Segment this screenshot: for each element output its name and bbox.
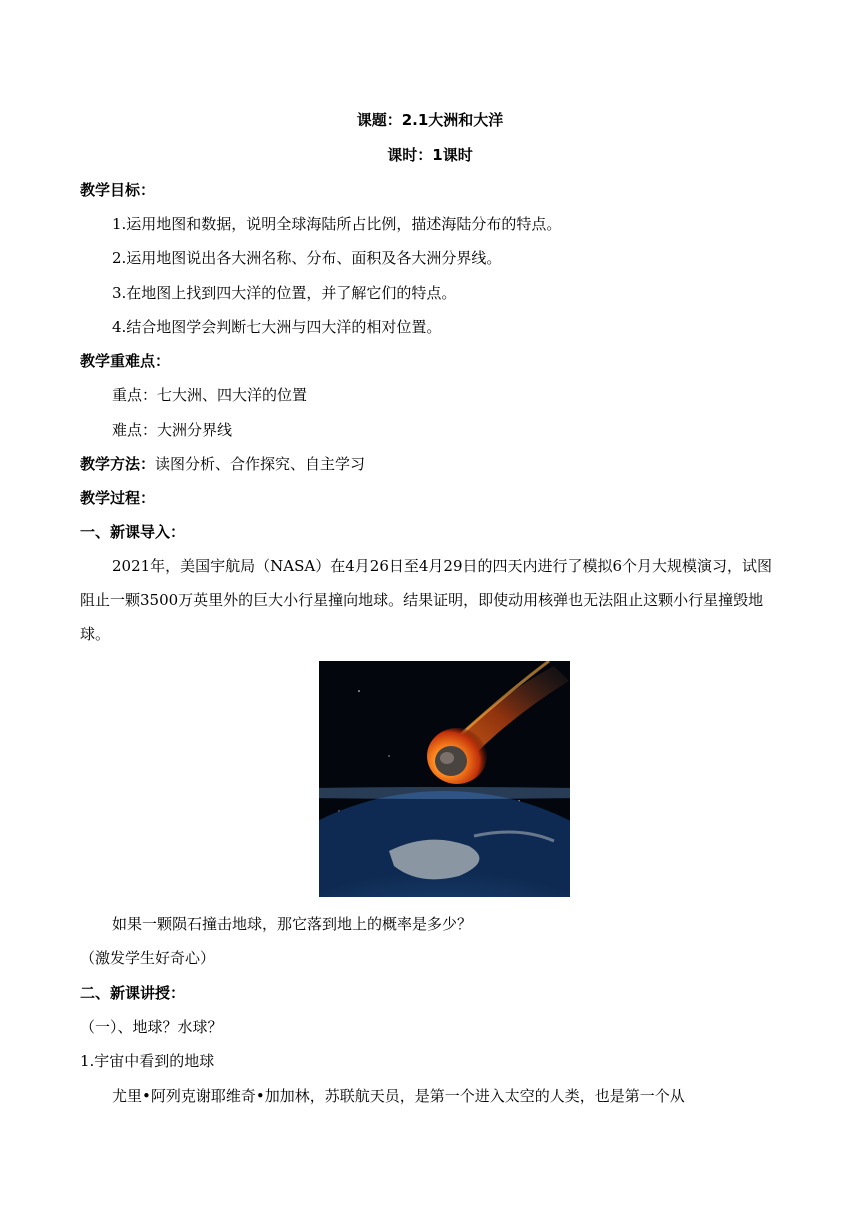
goal-item-1: 1.运用地图和数据，说明全球海陆所占比例，描述海陆分布的特点。 (112, 215, 562, 233)
goal-item-3: 3.在地图上找到四大洋的位置，并了解它们的特点。 (112, 284, 457, 302)
lesson-duration: 课时：1课时 (387, 146, 473, 164)
method-line (80, 454, 365, 474)
key-point-difficulty: 难点：大洲分界线 (112, 421, 233, 439)
goal-item-2: 2.运用地图说出各大洲名称、分布、面积及各大洲分界线。 (112, 249, 502, 267)
meteor-earth-illustration (319, 661, 570, 897)
lecture-paragraph: 尤里•阿列克谢耶维奇•加加林，苏联航天员，是第一个进入太空的人类，也是第一个从 (112, 1087, 685, 1105)
process-heading: 教学过程： (80, 489, 156, 507)
intro-heading: 一、新课导入： (80, 523, 186, 541)
intro-paragraph: 2021年，美国宇航局（NASA）在4月26日至4月29日的四天内进行了模拟6个月大规模演习，试图阻止一颗3500万英里外的巨大小行星撞向地球。结果证明，即使动用核弹也无法阻止这颗小行星撞毁地球。 (80, 557, 773, 643)
key-points-heading: 教学重难点： (80, 352, 171, 370)
intro-note: （激发学生好奇心） (80, 949, 216, 967)
method-text: 读图分析、合作探究、自主学习 (155, 455, 366, 473)
lecture-heading: 二、新课讲授： (80, 984, 186, 1002)
intro-question: 如果一颗陨石撞击地球，那它落到地上的概率是多少？ (112, 915, 473, 933)
lesson-title: 课题：2.1大洲和大洋 (356, 111, 504, 129)
goal-item-4: 4.结合地图学会判断七大洲与四大洋的相对位置。 (112, 318, 442, 336)
lecture-sub-heading: （一）、地球？水球？ (80, 1018, 223, 1036)
lecture-item-title: 1.宇宙中看到的地球 (80, 1052, 215, 1070)
goals-heading: 教学目标： (80, 181, 156, 199)
method-heading: 教学方法： (80, 455, 156, 473)
key-point-focus: 重点：七大洲、四大洋的位置 (112, 386, 308, 404)
meteor-earth-image (319, 661, 570, 897)
